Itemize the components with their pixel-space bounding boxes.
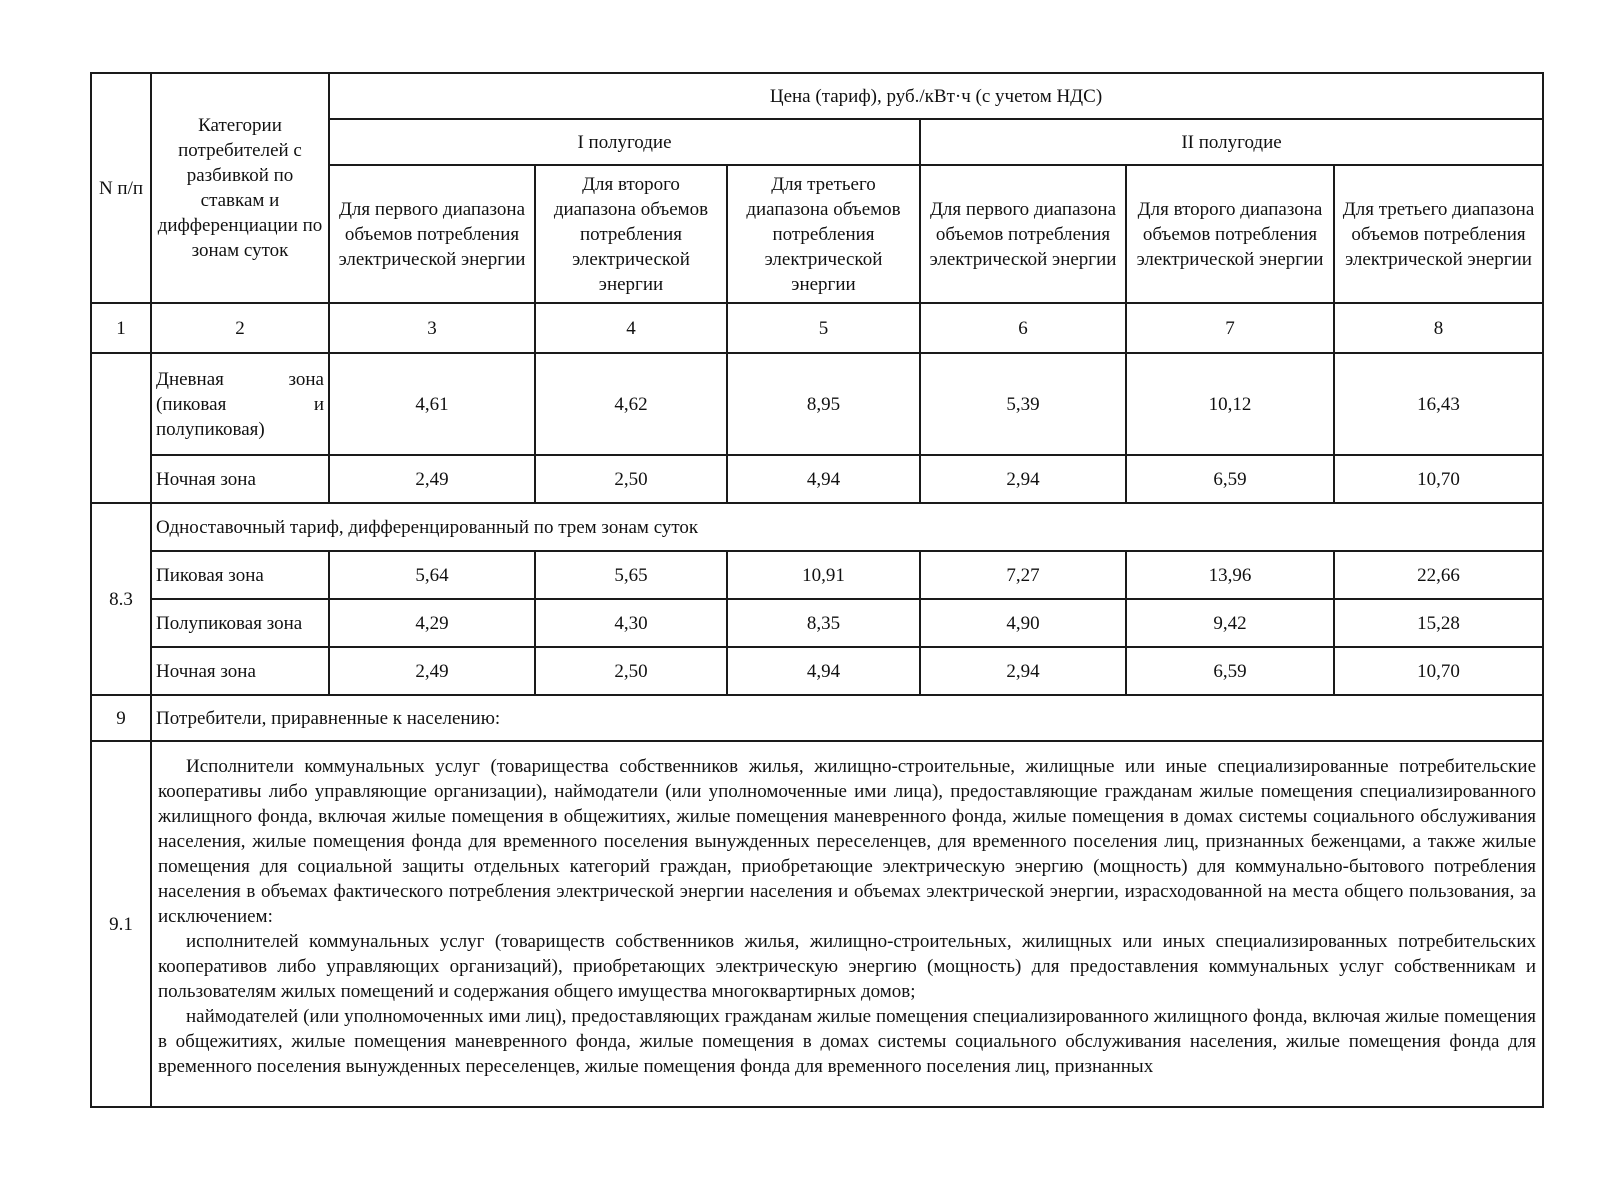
column-number: 8	[1334, 303, 1543, 353]
row-label	[151, 353, 329, 455]
table-cell: 6,59	[1126, 647, 1334, 695]
column-number: 7	[1126, 303, 1334, 353]
table-cell: 10,12	[1126, 353, 1334, 455]
paragraph: наймодателей (или уполномоченных ими лиц), предоставляющих гражданам жилые помещения специализированного жилищного фонда, включая жилые помещения в общежитиях, жилые помещения маневренного фонда, жилые помещения в домах системы социального обслуживания населения, жилые помещения фонда для временного поселения вынужденных переселенцев, жилые помещения фонда для временного поселения лиц, признанных	[158, 1006, 1537, 1077]
table-row	[91, 599, 1543, 647]
header-range-2: Для второго диапазона объемов потребления электрической энергии	[535, 165, 727, 303]
table-cell: 4,94	[727, 455, 920, 503]
row-number: 9	[91, 695, 151, 741]
row-number: 8.3	[91, 503, 151, 695]
table-cell: 5,64	[329, 551, 535, 599]
header-half-1: I полугодие	[329, 119, 920, 165]
table-cell: 4,29	[329, 599, 535, 647]
table-cell: 2,49	[329, 455, 535, 503]
table-cell: 2,50	[535, 647, 727, 695]
table-cell: 5,39	[920, 353, 1126, 455]
column-number: 1	[91, 303, 151, 353]
table-cell: 4,30	[535, 599, 727, 647]
row-label-text: Дневная зона (пиковая и полупиковая)	[156, 368, 324, 440]
column-number-row	[91, 303, 1543, 353]
section-title: Одноставочный тариф, дифференцированный по трем зонам суток	[151, 503, 1543, 551]
table-cell: 16,43	[1334, 353, 1543, 455]
table-row	[91, 551, 1543, 599]
row-label: Ночная зона	[151, 455, 329, 503]
header-half-2: II полугодие	[920, 119, 1543, 165]
column-number: 5	[727, 303, 920, 353]
section-title-row	[91, 503, 1543, 551]
table-cell: 2,49	[329, 647, 535, 695]
row-label: Ночная зона	[151, 647, 329, 695]
header-range-1: Для первого диапазона объемов потребления электрической энергии	[329, 165, 535, 303]
table-cell: 13,96	[1126, 551, 1334, 599]
table-cell: 5,65	[535, 551, 727, 599]
row-number-empty	[91, 353, 151, 503]
table-row	[91, 455, 1543, 503]
table-cell: 8,95	[727, 353, 920, 455]
table-cell: 22,66	[1334, 551, 1543, 599]
table-cell: 2,94	[920, 647, 1126, 695]
section-title: Потребители, приравненные к населению:	[151, 695, 1543, 741]
table-cell: 4,94	[727, 647, 920, 695]
table-cell: 10,91	[727, 551, 920, 599]
column-number: 4	[535, 303, 727, 353]
row-label: Полупиковая зона	[151, 599, 329, 647]
header-range-3: Для третьего диапазона объемов потребления электрической энергии	[727, 165, 920, 303]
table-cell: 10,70	[1334, 647, 1543, 695]
table-row	[91, 353, 1543, 455]
row-label: Пиковая зона	[151, 551, 329, 599]
section-title-row	[91, 695, 1543, 741]
table-cell: 10,70	[1334, 455, 1543, 503]
table-cell: 2,50	[535, 455, 727, 503]
header-num: N п/п	[91, 73, 151, 303]
section-body-content	[158, 754, 1536, 1098]
tariff-table	[90, 72, 1544, 1108]
header-range-4: Для первого диапазона объемов потребления электрической энергии	[920, 165, 1126, 303]
table-cell: 7,27	[920, 551, 1126, 599]
header-category: Категории потребителей с разбивкой по ставкам и дифференциации по зонам суток	[151, 73, 329, 303]
table-cell: 9,42	[1126, 599, 1334, 647]
header-range-6: Для третьего диапазона объемов потребления электрической энергии	[1334, 165, 1543, 303]
section-body	[151, 741, 1543, 1107]
table-cell: 8,35	[727, 599, 920, 647]
table-row	[91, 647, 1543, 695]
column-number: 2	[151, 303, 329, 353]
table-row	[91, 741, 1543, 1107]
header-range-5: Для второго диапазона объемов потребления электрической энергии	[1126, 165, 1334, 303]
header-price-title: Цена (тариф), руб./кВт·ч (с учетом НДС)	[329, 73, 1543, 119]
paragraph: Исполнители коммунальных услуг (товарищества собственников жилья, жилищно-строительные, жилищные или иные специализированные потребительские кооперативы либо управляющие организации), наймодатели (или уполномоченные ими лица), предоставляющие гражданам жилые помещения специализированного жилищного фонда, включая жилые помещения в общежитиях, жилые помещения маневренного фонда, жилые помещения в домах системы социального обслуживания населения, жилые помещения фонда для временного поселения вынужденных переселенцев, для временного поселения лиц, признанных беженцами, а также жилые помещения для социальной защиты отдельных категорий граждан, приобретающие электрическую энергию (мощность) для коммунально-бытового потребления населения в объемах фактического потребления электрической энергии населения и объемах электрической энергии, израсходованной на места общего пользования, за исключением:	[158, 756, 1537, 927]
table-cell: 6,59	[1126, 455, 1334, 503]
table-cell: 4,90	[920, 599, 1126, 647]
column-number: 6	[920, 303, 1126, 353]
header-row-price	[91, 73, 1543, 119]
paragraph: исполнителей коммунальных услуг (товариществ собственников жилья, жилищно-строительных, жилищных или иных специализированных потребительских кооперативов либо управляющих организаций), приобретающих электрическую энергию (мощность) для предоставления коммунальных услуг собственникам и пользователям жилых помещений и содержания общего имущества многоквартирных домов;	[158, 931, 1537, 1002]
table-cell: 4,62	[535, 353, 727, 455]
table-cell: 4,61	[329, 353, 535, 455]
row-number: 9.1	[91, 741, 151, 1107]
table-cell: 15,28	[1334, 599, 1543, 647]
table-cell: 2,94	[920, 455, 1126, 503]
column-number: 3	[329, 303, 535, 353]
